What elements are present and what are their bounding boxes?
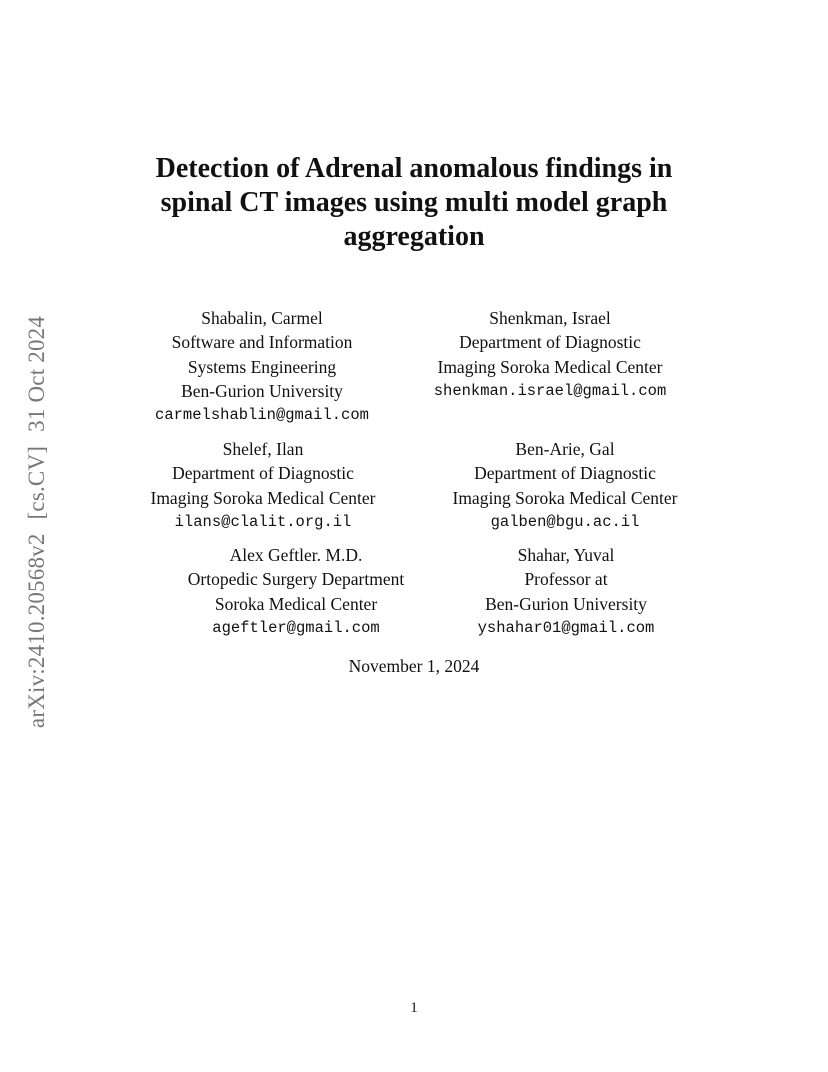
author-block bbox=[150, 437, 375, 534]
author-affiliation: Professor at bbox=[524, 569, 608, 590]
author-affiliation: Ben-Gurion University bbox=[181, 380, 343, 401]
author-name: Ben-Arie, Gal bbox=[515, 439, 615, 459]
author-email: galben@bgu.ac.il bbox=[490, 512, 640, 531]
publication-date: November 1, 2024 bbox=[348, 656, 480, 676]
page-number: 1 bbox=[410, 1000, 418, 1016]
author-affiliation: Department of Diagnostic bbox=[459, 332, 641, 353]
author-affiliation: Department of Diagnostic bbox=[474, 463, 656, 484]
author-affiliation: Ortopedic Surgery Department bbox=[187, 569, 405, 590]
author-block bbox=[478, 543, 655, 640]
author-affiliation: Soroka Medical Center bbox=[214, 593, 378, 614]
author-name: Alex Geftler. M.D. bbox=[229, 545, 363, 565]
author-affiliation: Imaging Soroka Medical Center bbox=[437, 356, 663, 377]
author-affiliation: Systems Engineering bbox=[187, 356, 337, 377]
author-block bbox=[452, 437, 677, 534]
arxiv-id: arXiv:2410.20568v2 bbox=[24, 533, 49, 729]
author-name: Shahar, Yuval bbox=[517, 545, 615, 565]
paper-title-line: aggregation bbox=[343, 221, 485, 252]
author-email: yshahar01@gmail.com bbox=[477, 618, 655, 637]
author-email: ageftler@gmail.com bbox=[212, 618, 380, 637]
author-affiliation: Imaging Soroka Medical Center bbox=[452, 487, 678, 508]
author-email: shenkman.israel@gmail.com bbox=[433, 381, 667, 400]
paper-title-line: Detection of Adrenal anomalous findings in bbox=[155, 153, 673, 184]
author-affiliation: Ben-Gurion University bbox=[485, 593, 647, 614]
author-name: Shelef, Ilan bbox=[222, 439, 304, 459]
author-block bbox=[188, 543, 404, 640]
author-affiliation: Imaging Soroka Medical Center bbox=[150, 487, 376, 508]
author-block bbox=[155, 306, 369, 427]
author-email: ilans@clalit.org.il bbox=[174, 512, 352, 531]
paper-title-line: spinal CT images using multi model graph bbox=[160, 187, 668, 218]
arxiv-date: 31 Oct 2024 bbox=[24, 315, 49, 432]
arxiv-category: [cs.CV] bbox=[24, 445, 49, 520]
author-email: carmelshablin@gmail.com bbox=[155, 406, 369, 425]
paper-title bbox=[0, 152, 828, 254]
author-name: Shenkman, Israel bbox=[489, 308, 611, 328]
author-name: Shabalin, Carmel bbox=[201, 308, 323, 328]
author-affiliation: Software and Information bbox=[171, 332, 353, 353]
author-affiliation: Department of Diagnostic bbox=[172, 463, 354, 484]
author-block bbox=[434, 306, 667, 403]
